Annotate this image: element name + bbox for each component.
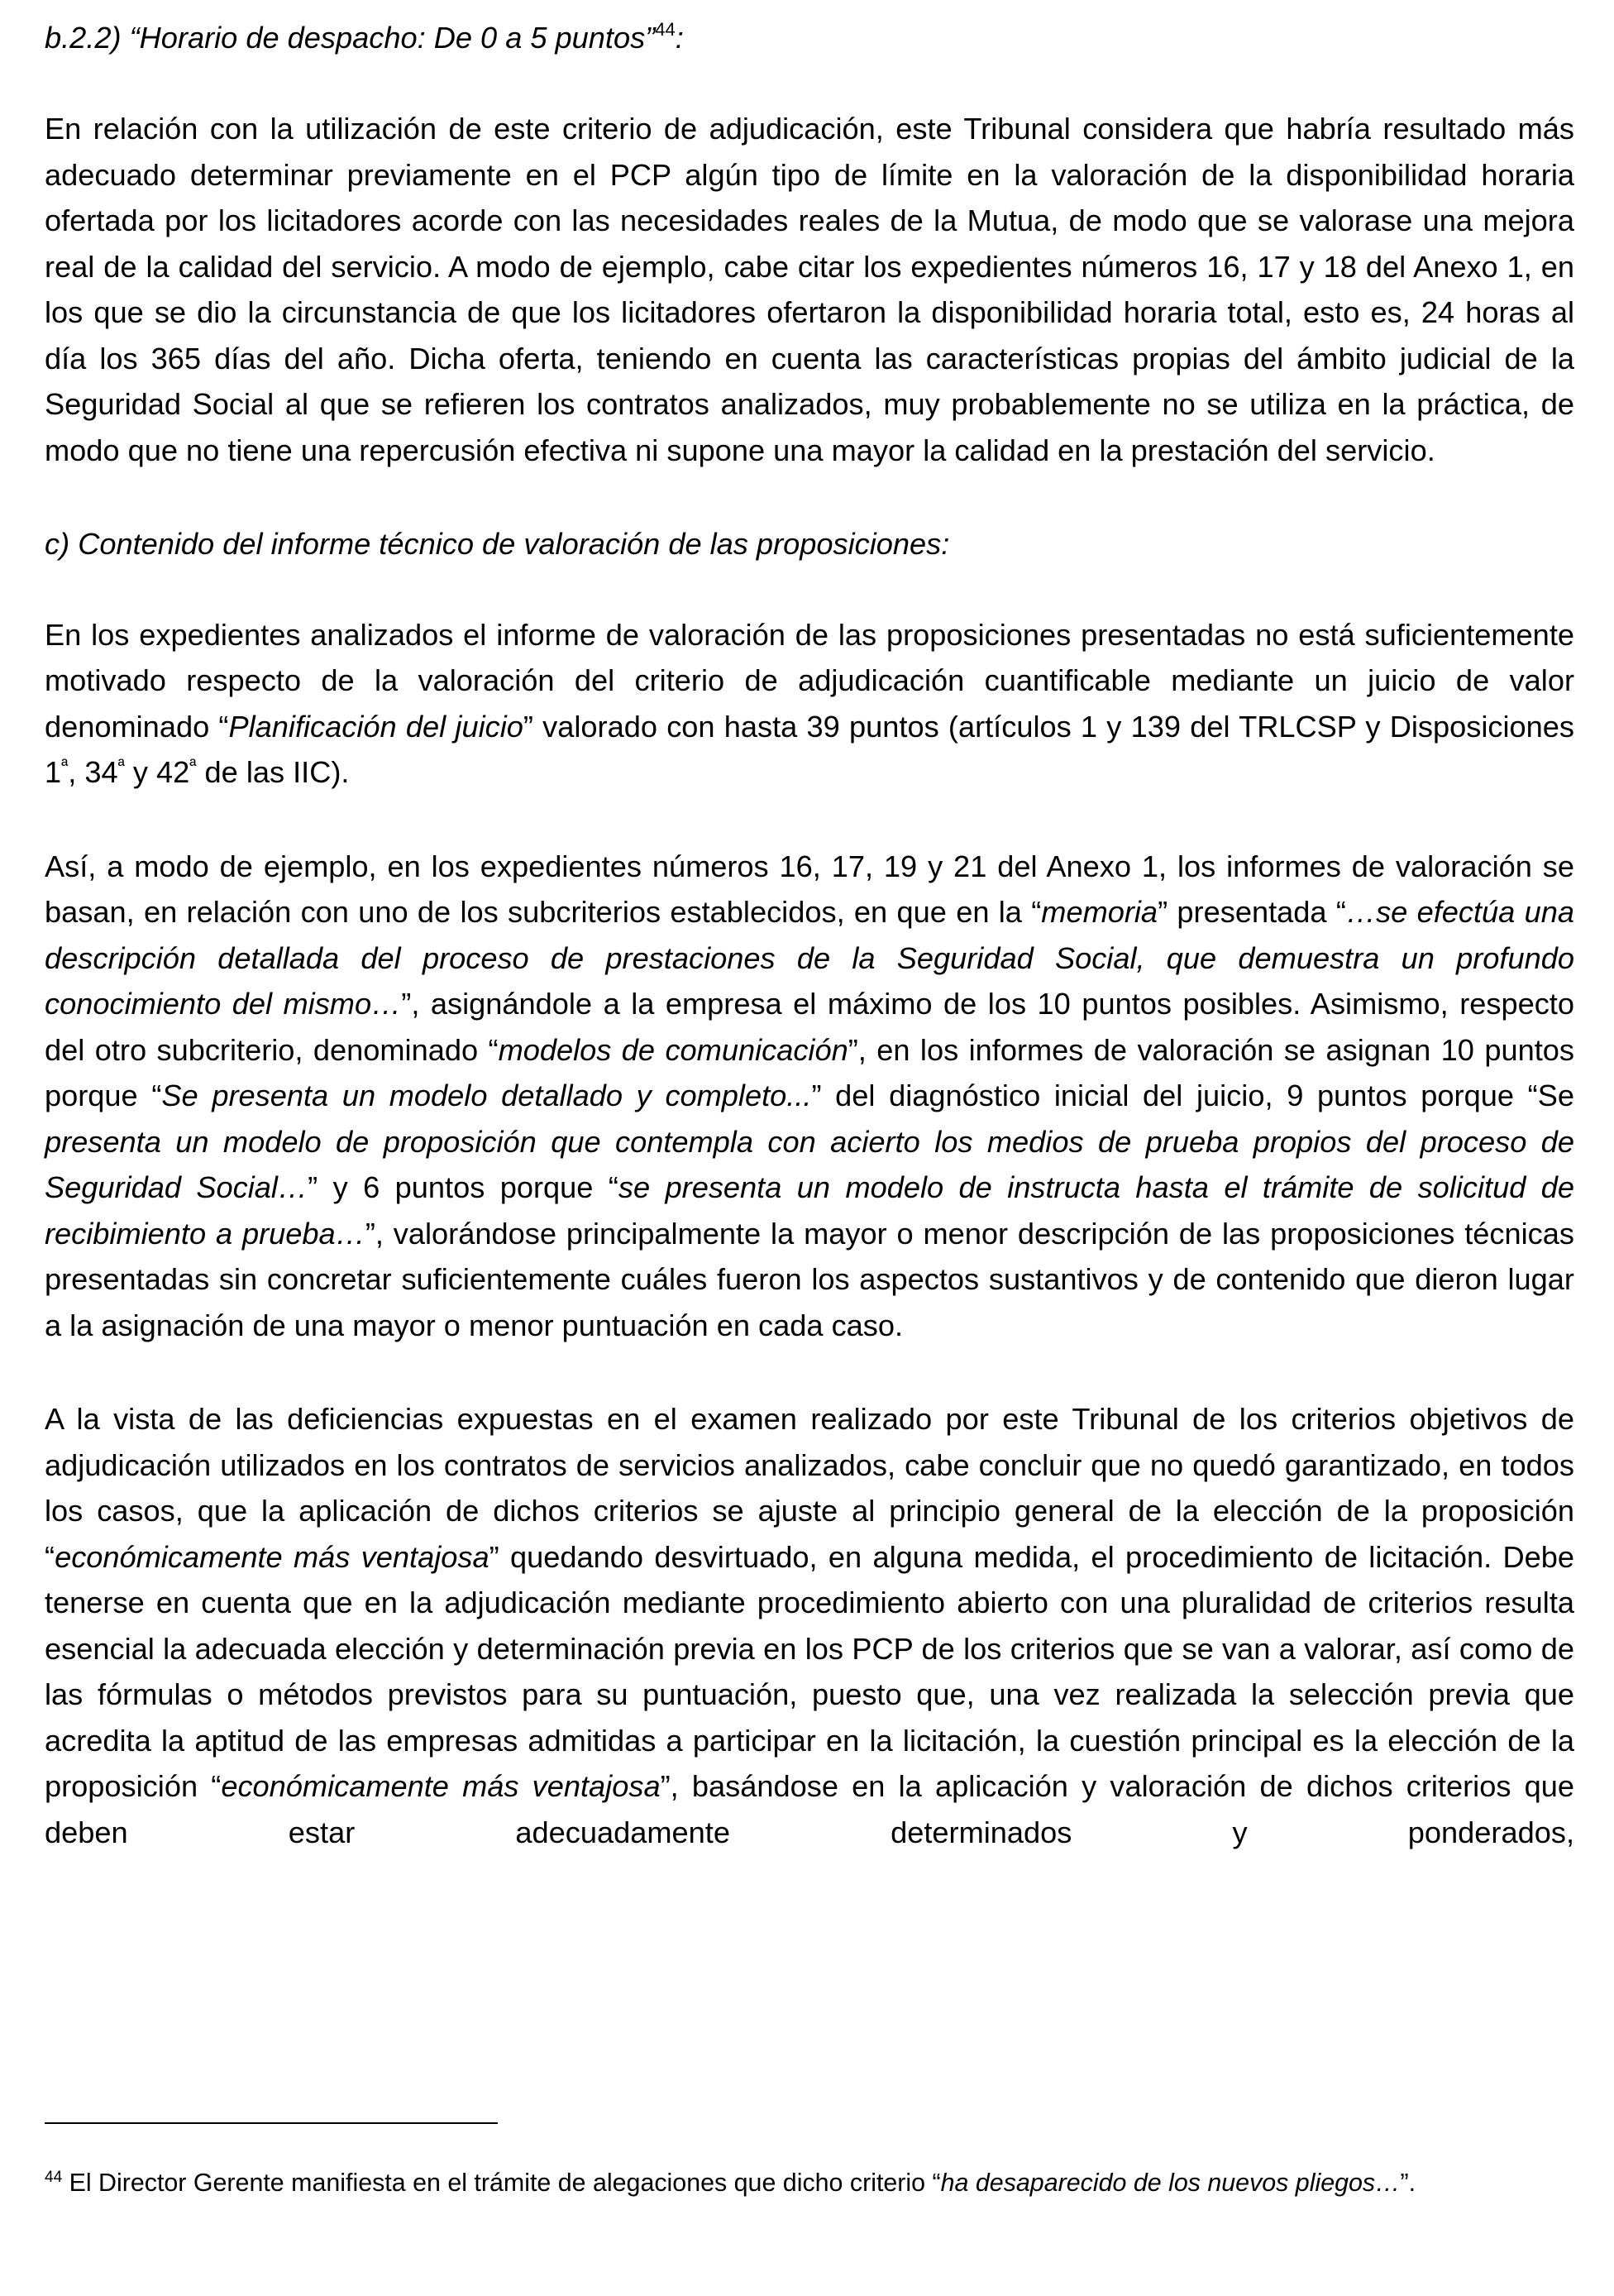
- footnote-text-run: El Director Gerente manifiesta en el trámite de alegaciones que dicho criterio “: [62, 2169, 941, 2198]
- text-run: ” del diagnóstico inicial del juicio, 9 puntos porque “Se: [811, 1079, 1574, 1112]
- footnote-text-run: ”.: [1400, 2169, 1416, 2198]
- ordinal-indicator: ª: [189, 754, 197, 776]
- text-run: ”, asignándole a la empresa el máximo de los 10 puntos posibles. Asimismo, respecto del otro subcriterio, denominado “: [45, 987, 1574, 1067]
- text-run: y 42: [124, 755, 190, 789]
- section-heading-colon: :: [675, 21, 684, 55]
- text-run: , 34: [68, 755, 118, 789]
- italic-run: Se presenta un modelo detallado y completo...: [161, 1079, 812, 1112]
- footnote-44: [45, 2164, 1574, 2201]
- paragraph-ejemplo-expedientes: [45, 844, 1574, 1349]
- italic-run: Planificación del juicio: [228, 709, 523, 744]
- text-run: ” y 6 puntos porque “: [308, 1170, 618, 1204]
- italic-run: modelos de comunicación: [498, 1032, 848, 1067]
- text-run: ”, valorándose principalmente la mayor o menor descripción de las proposiciones técnicas presentadas sin concretar suficientemente cuáles fueron los aspectos sustantivos y de contenido que dieron lugar a la asignación de una mayor o menor puntuación en cada caso.: [45, 1216, 1574, 1342]
- paragraph-conclusion: [45, 1396, 1574, 1855]
- ordinal-indicator: ª: [117, 754, 125, 776]
- text-run: En los expedientes analizados el informe de valoración de las proposiciones presentadas no está suficientemente motivado respecto de la valoración del criterio de adjudicación cuantificable mediante un juicio de valor denominado “: [45, 617, 1574, 744]
- footnote-number: 44: [45, 2169, 63, 2187]
- footnote-reference-44[interactable]: 44: [655, 18, 676, 40]
- text-run: de las IIC).: [196, 755, 350, 789]
- text-run: A la vista de las deficiencias expuestas en el examen realizado por este Tribunal de los criterios objetivos de adjudicación utilizados en los contratos de servicios analizados, cabe concluir que no quedó garantizado, en todos los casos, que la aplicación de dichos criterios se ajuste al principio general de la elección de la proposición “: [45, 1402, 1574, 1574]
- document-page: [45, 15, 1574, 1855]
- italic-run: económicamente más ventajosa: [221, 1769, 661, 1803]
- italic-run: presenta un modelo de proposición que contempla con acierto los medios de prueba propios del proceso de Seguridad Social…: [45, 1124, 1574, 1204]
- footnote-separator: [45, 2122, 498, 2124]
- section-heading-c-text: c) Contenido del informe técnico de valoración de las proposiciones:: [45, 527, 950, 561]
- section-heading-text: b.2.2) “Horario de despacho: De 0 a 5 puntos”: [45, 21, 656, 55]
- italic-run: se presenta un modelo de instructa hasta el trámite de solicitud de recibimiento a prueba…: [45, 1170, 1574, 1251]
- paragraph-horario-despacho: En relación con la utilización de este criterio de adjudicación, este Tribunal considera que habría resultado más adecuado determinar previamente en el PCP algún tipo de límite en la valoración de la disponibilidad horaria ofertada por los licitadores acorde con las necesidades reales de la Mutua, de modo que se valorase una mejora real de la calidad del servicio. A modo de ejemplo, cabe citar los expedientes números 16, 17 y 18 del Anexo 1, en los que se dio la circunstancia de que los licitadores ofertaron la disponibilidad horaria total, esto es, 24 horas al día los 365 días del año. Dicha oferta, teniendo en cuenta las características propias del ámbito judicial de la Seguridad Social al que se refieren los contratos analizados, muy probablemente no se utiliza en la práctica, de modo que no tiene una repercusión efectiva ni supone una mayor la calidad en la prestación del servicio.: [45, 112, 1574, 467]
- section-heading-c: [45, 521, 1574, 567]
- ordinal-indicator: ª: [61, 754, 69, 776]
- text-run: ” presentada “: [1158, 895, 1346, 929]
- section-heading-b22: [45, 15, 1574, 61]
- text-run: ”, en los informes de valoración se asignan 10 puntos porque “: [45, 1032, 1574, 1112]
- footnote-italic-run: ha desaparecido de los nuevos pliegos…: [940, 2169, 1401, 2198]
- text-run: ” quedando desvirtuado, en alguna medida, el procedimiento de licitación. Debe tenerse en cuenta que en la adjudicación mediante procedimiento abierto con una pluralidad de criterios resulta esencial la adecuada elección y determinación previa en los PCP de los criterios que se van a valorar, así como de las fórmulas o métodos previstos para su puntuación, puesto que, una vez realizada la selección previa que acredita la aptitud de las empresas admitidas a participar en la licitación, la cuestión principal es la elección de la proposición “: [45, 1539, 1574, 1803]
- text-run: Así, a modo de ejemplo, en los expedientes números 16, 17, 19 y 21 del Anexo 1, los informes de valoración se basan, en relación con uno de los subcriterios establecidos, en que en la “: [45, 849, 1574, 929]
- italic-run: económicamente más ventajosa: [55, 1539, 489, 1574]
- italic-run: memoria: [1041, 895, 1158, 929]
- text-run: ” valorado con hasta 39 puntos (artículos 1 y 139 del TRLCSP y Disposiciones 1: [45, 709, 1575, 789]
- paragraph-informe-valoracion: [45, 612, 1574, 796]
- text-run: ”, basándose en la aplicación y valoración de dichos criterios que deben estar adecuadamente determinados y ponderados,: [45, 1769, 1574, 1849]
- italic-run: …se efectúa una descripción detallada del proceso de prestaciones de la Seguridad Social, que demuestra un profundo conocimiento del mismo…: [45, 895, 1574, 1021]
